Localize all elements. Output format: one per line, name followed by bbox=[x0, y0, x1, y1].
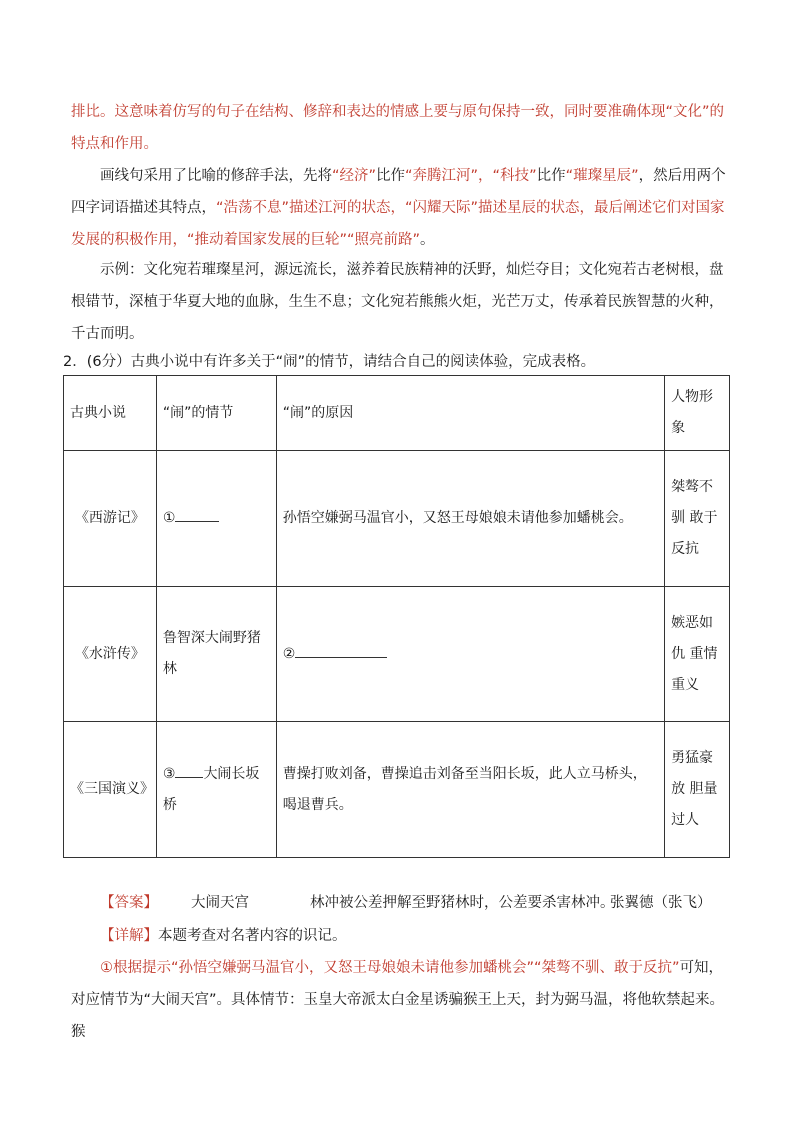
header-cell: 人物形象 bbox=[665, 376, 730, 451]
table-row bbox=[64, 587, 730, 722]
novel-cell: 《三国演义》 bbox=[64, 722, 157, 858]
answer-3: 张翼德（张飞） bbox=[610, 895, 712, 911]
reason-cell: 孙悟空嫌弼马温官小，又怒王母娘娘未请他参加蟠桃会。 bbox=[276, 451, 664, 587]
blank-1 bbox=[175, 507, 219, 522]
character-cell: 勇猛豪放 胆量过人 bbox=[665, 722, 730, 858]
header-cell: “闹”的情节 bbox=[156, 376, 276, 451]
novel-cell: 《西游记》 bbox=[64, 451, 157, 587]
table-row bbox=[64, 722, 730, 858]
question-title: 2．(6分）古典小说中有许多关于“闹”的情节，请结合自己的阅读体验，完成表格。 bbox=[63, 354, 596, 370]
answer-table bbox=[63, 375, 730, 858]
plot-cell: ③ 大闹长坂桥 bbox=[156, 722, 276, 858]
answer-label: 【答案】 bbox=[100, 895, 158, 911]
plot-cell: 鲁智深大闹野猪林 bbox=[156, 587, 276, 722]
answer-2: 林冲被公差押解至野猪林时，公差要杀害林冲。 bbox=[310, 895, 615, 911]
header-cell: 古典小说 bbox=[64, 376, 157, 451]
character-cell: 嫉恶如仇 重情重义 bbox=[665, 587, 730, 722]
table-header-row bbox=[64, 376, 730, 451]
example-paragraph: 示例：文化宛若璀璨星河，源远流长，滋养着民族精神的沃野，灿烂夺目；文化宛若古老树根，盘根错节，深植于华夏大地的血脉，生生不息；文化宛若熊熊火炬，光芒万丈，传承着民族智慧的火种，千古而明。 bbox=[71, 262, 724, 342]
novel-cell: 《水浒传》 bbox=[64, 587, 157, 722]
table-row bbox=[64, 451, 730, 587]
reason-cell: ② bbox=[276, 587, 664, 722]
blank-2 bbox=[295, 643, 387, 658]
explanation-paragraph: ①根据提示“孙悟空嫌弼马温官小，又怒王母娘娘未请他参加蟠桃会”“桀骜不驯、敢于反抗”可知，对应情节为“大闹天宫”。具体情节：玉皇大帝派太白金星诱骗猴王上天，封为弼马温，将他软禁起来。猴 bbox=[71, 960, 725, 1040]
answer-1: 大闹天宫 bbox=[191, 895, 249, 911]
blank-3 bbox=[175, 763, 203, 778]
character-cell: 桀骜不驯 敢于反抗 bbox=[665, 451, 730, 587]
header-cell: “闹”的原因 bbox=[276, 376, 664, 451]
reason-cell: 曹操打败刘备，曹操追击刘备至当阳长坂，此人立马桥头，喝退曹兵。 bbox=[276, 722, 664, 858]
analysis-paragraph-1: 排比。这意味着仿写的句子在结构、修辞和表达的情感上要与原句保持一致，同时要准确体现“文化”的 特点和作用。 bbox=[71, 104, 725, 152]
analysis-paragraph-2: 画线句采用了比喻的修辞手法，先将“经济”比作“奔腾江河”，“科技”比作“璀璨星辰”，然后用两个四字词语描述其特点，“浩荡不息”描述江河的状态，“闪耀天际”描述星辰的状态，最后阐述它们对国家发展的积极作用，“推动着国家发展的巨轮”“照亮前路”。 bbox=[71, 168, 726, 248]
plot-cell: ① bbox=[156, 451, 276, 587]
detail-line: 【详解】本题考查对名著内容的识记。 bbox=[100, 928, 347, 944]
